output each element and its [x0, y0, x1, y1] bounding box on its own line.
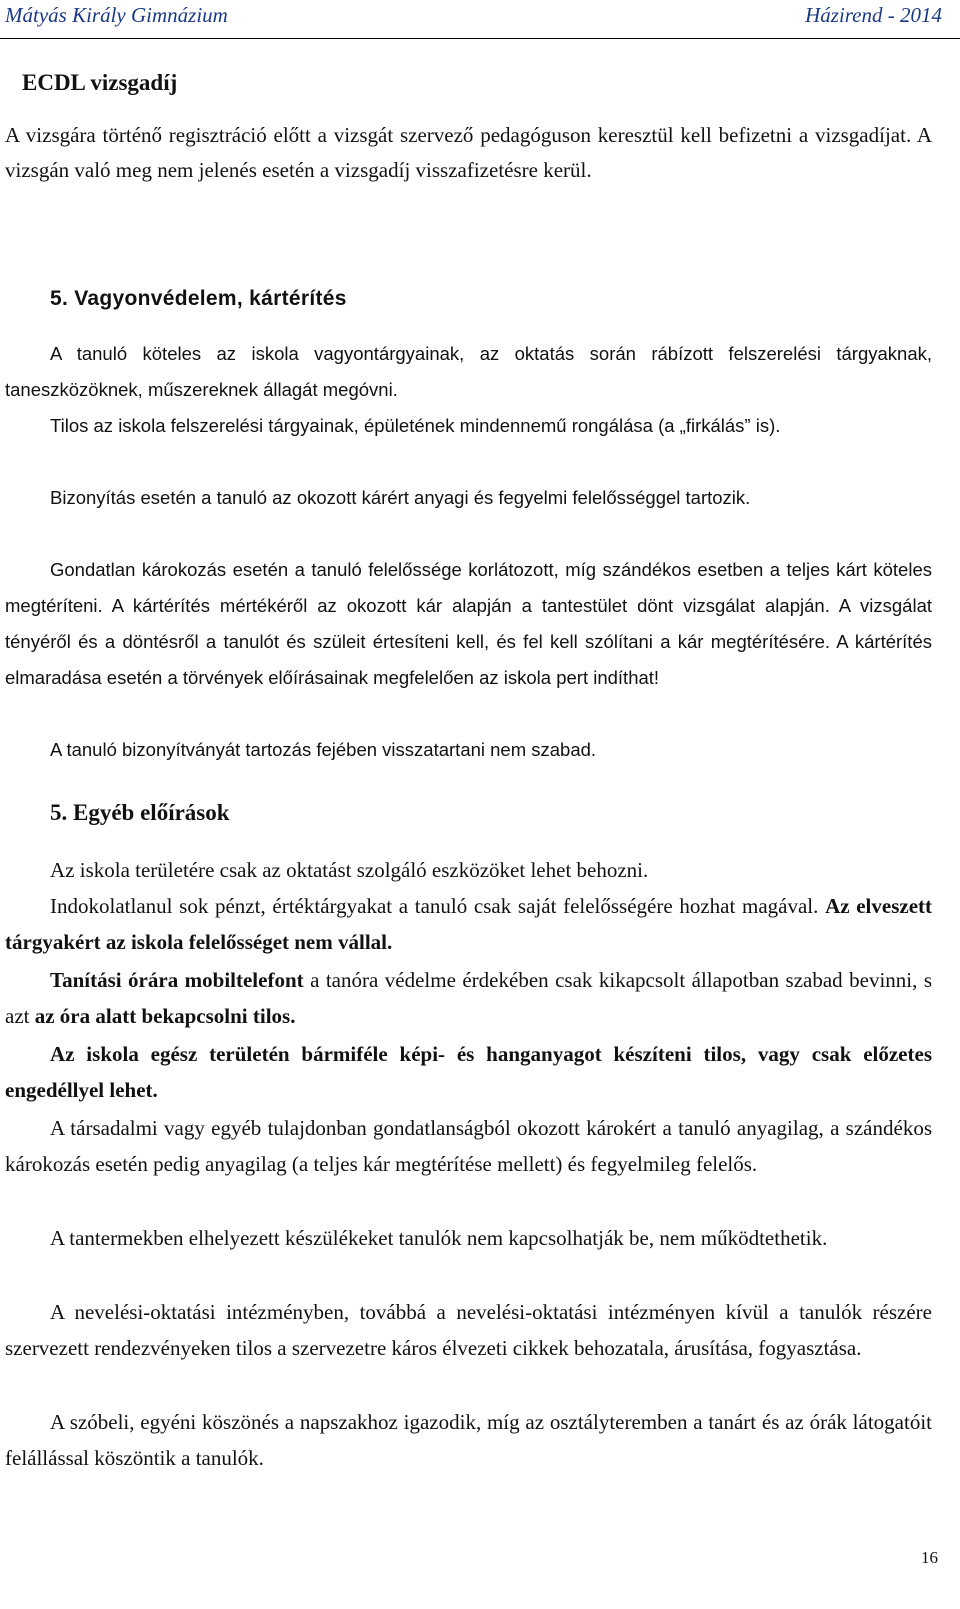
school-name: Mátyás Király Gimnázium — [5, 3, 228, 27]
section-5-paragraph-3: Bizonyítás esetén a tanuló az okozott kárért anyagi és fegyelmi felelősséggel tartozik. — [50, 487, 751, 508]
other-rules-paragraph-3 — [5, 962, 932, 1034]
mobile-phone-rule-text: a tanóra védelme érdekében csak kikapcsolt állapotban szabad bevinni, s azt — [5, 968, 932, 1028]
ecdl-paragraph: A vizsgára történő regisztráció előtt a vizsgát szervező pedagóguson keresztül kell befizetni a vizsgadíjat. A vizsgán való meg nem jelenés esetén a vizsgadíj visszafizetésre kerül. — [5, 123, 932, 182]
other-rules-paragraph-1: Az iskola területére csak az oktatást szolgáló eszközöket lehet behozni. — [50, 858, 649, 882]
lost-items-warning: Az elveszett tárgyakért az iskola felelősséget nem vállal. — [5, 894, 932, 954]
other-rules-paragraph-4: Az iskola egész területén bármiféle képi- és hanganyagot készíteni tilos, vagy csak előzetes engedéllyel lehet. — [5, 1042, 932, 1102]
other-rules-paragraph-8: A szóbeli, egyéni köszönés a napszakhoz igazodik, míg az osztályteremben a tanárt és az órák látogatóit felállással köszöntik a tanulók. — [5, 1410, 932, 1470]
document-title: Házirend - 2014 — [805, 3, 942, 27]
page-header — [0, 0, 960, 39]
section-5-paragraph-2: Tilos az iskola felszerelési tárgyainak, épületének mindennemű rongálása (a „firkálás” is). — [50, 415, 781, 436]
other-rules-paragraph-7: A nevelési-oktatási intézményben, továbbá a nevelési-oktatási intézményen kívül a tanulók részére szervezett rendezvényeken tilos a szervezetre káros élvezeti cikkek behozatala, árusítása, fogyasztása. — [5, 1300, 932, 1360]
other-rules-paragraph-6: A tantermekben elhelyezett készülékeket tanulók nem kapcsolhatják be, nem működtethetik. — [50, 1226, 828, 1250]
section-5-paragraph-5: A tanuló bizonyítványát tartozás fejében visszatartani nem szabad. — [50, 739, 597, 760]
mobile-phone-rule-label: Tanítási órára mobiltelefont — [50, 968, 304, 992]
section-5-heading: 5. Vagyonvédelem, kártérítés — [50, 287, 347, 310]
ecdl-heading: ECDL vizsgadíj — [22, 70, 178, 95]
page-number: 16 — [921, 1548, 938, 1567]
valuables-text: Indokolatlanul sok pénzt, értéktárgyakat a tanuló csak saját felelősségére hozhat magával. — [50, 894, 826, 918]
mobile-phone-prohibition: az óra alatt bekapcsolni tilos. — [34, 1004, 296, 1028]
other-rules-paragraph-2 — [5, 888, 932, 960]
other-rules-paragraph-5: A társadalmi vagy egyéb tulajdonban gondatlanságból okozott károkért a tanuló anyagilag, a szándékos károkozás esetén pedig anyagilag (a teljes kár megtérítése mellett) és fegyelmileg felelős. — [5, 1116, 932, 1176]
section-5-paragraph-1: A tanuló köteles az iskola vagyontárgyainak, az oktatás során rábízott felszerelési tárgyaknak, taneszközöknek, műszereknek állagát megóvni. — [5, 343, 932, 400]
other-rules-heading: 5. Egyéb előírások — [50, 800, 230, 825]
section-5-paragraph-4: Gondatlan károkozás esetén a tanuló felelőssége korlátozott, míg szándékos esetben a teljes kárt köteles megtéríteni. A kártérítés mértékéről az okozott kár alapján a tantestület dönt vizsgálat alapján. A vizsgálat tényéről és a döntésről a tanulót és szüleit értesíteni kell, és fel kell szólítani a kár megtérítésére. A kártérítés elmaradása esetén a törvények előírásainak megfelelően az iskola pert indíthat! — [5, 559, 932, 688]
